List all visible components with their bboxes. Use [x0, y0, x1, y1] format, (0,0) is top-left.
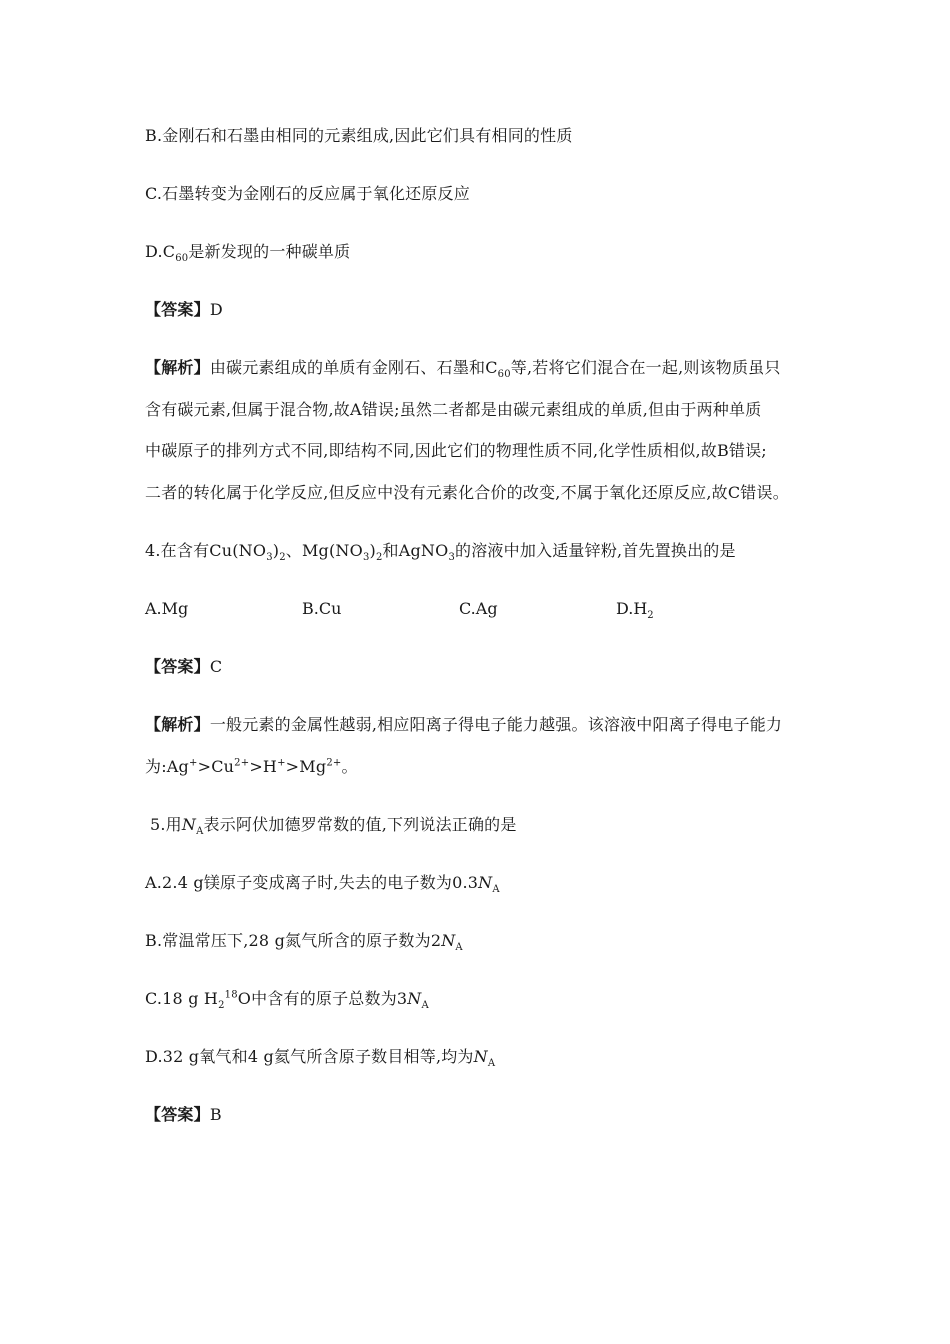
- q3-option-c: C.石墨转变为金刚石的反应属于氧化还原反应: [145, 184, 470, 203]
- q5-stem: 5.用$N_A$表示阿伏加德罗常数的值,下列说法正确的是: [150, 815, 517, 838]
- q4-stem: 4.在含有$Cu(NO_3)_2$、$Mg(NO_3)_2$和AgNO$_3$的溶液中加入适量锌粉,首先置换出的是: [145, 541, 736, 564]
- q5-option-d: D.32 g氧气和4 g氦气所含原子数目相等,均为$N_A$: [145, 1047, 496, 1070]
- q5-option-b: B.常温常压下,28 g氮气所含的原子数为$2N_A$: [145, 931, 463, 954]
- q4-option-d: $D.H_2$: [616, 599, 654, 622]
- analysis-label: 【解析】: [145, 358, 210, 377]
- answer-label: 【答案】: [145, 300, 210, 319]
- q4-answer: [145, 656, 222, 678]
- q3-analysis-line-1: 【解析】由碳元素组成的单质有金刚石、石墨和$C_{60}$等,若将它们混合在一起,则该物质虽只: [145, 358, 781, 381]
- q4-option-a: A.Mg: [145, 599, 189, 618]
- q3-analysis-line-3: 中碳原子的排列方式不同,即结构不同,因此它们的物理性质不同,化学性质相似,故B错误;: [145, 441, 767, 460]
- q3-analysis-line-4: 二者的转化属于化学反应,但反应中没有元素化合价的改变,不属于氧化还原反应,故C错误。: [145, 483, 789, 502]
- q5-option-a: A.2.4 g镁原子变成离子时,失去的电子数为$0.3N_A$: [145, 873, 500, 896]
- q3-option-d: $D.C_{60}$是新发现的一种碳单质: [145, 242, 351, 265]
- q4-option-b: B.Cu: [302, 599, 342, 618]
- answer-value: B: [209, 1105, 222, 1124]
- answer-value: D: [209, 300, 223, 319]
- answer-value: C: [209, 657, 223, 676]
- answer-label: 【答案】: [145, 1105, 210, 1124]
- q4-analysis-line-2: 为$:Ag^+>Cu^{2+}>H^+>Mg^{2+}$。: [145, 757, 358, 776]
- q4-analysis-line-1: 【解析】一般元素的金属性越弱,相应阳离子得电子能力越强。该溶液中阳离子得电子能力: [145, 715, 783, 734]
- analysis-label: 【解析】: [145, 715, 210, 734]
- q5-option-c: C.18 g $H_2^{18}O$中含有的原子总数为$3N_A$: [145, 989, 429, 1012]
- q3-option-b: B.金刚石和石墨由相同的元素组成,因此它们具有相同的性质: [145, 126, 573, 145]
- q3-answer: [145, 299, 223, 321]
- q5-answer: [145, 1104, 222, 1126]
- q4-option-c: C.Ag: [459, 599, 498, 618]
- answer-label: 【答案】: [145, 657, 210, 676]
- q3-analysis-line-2: 含有碳元素,但属于混合物,故A错误;虽然二者都是由碳元素组成的单质,但由于两种单质: [145, 400, 762, 419]
